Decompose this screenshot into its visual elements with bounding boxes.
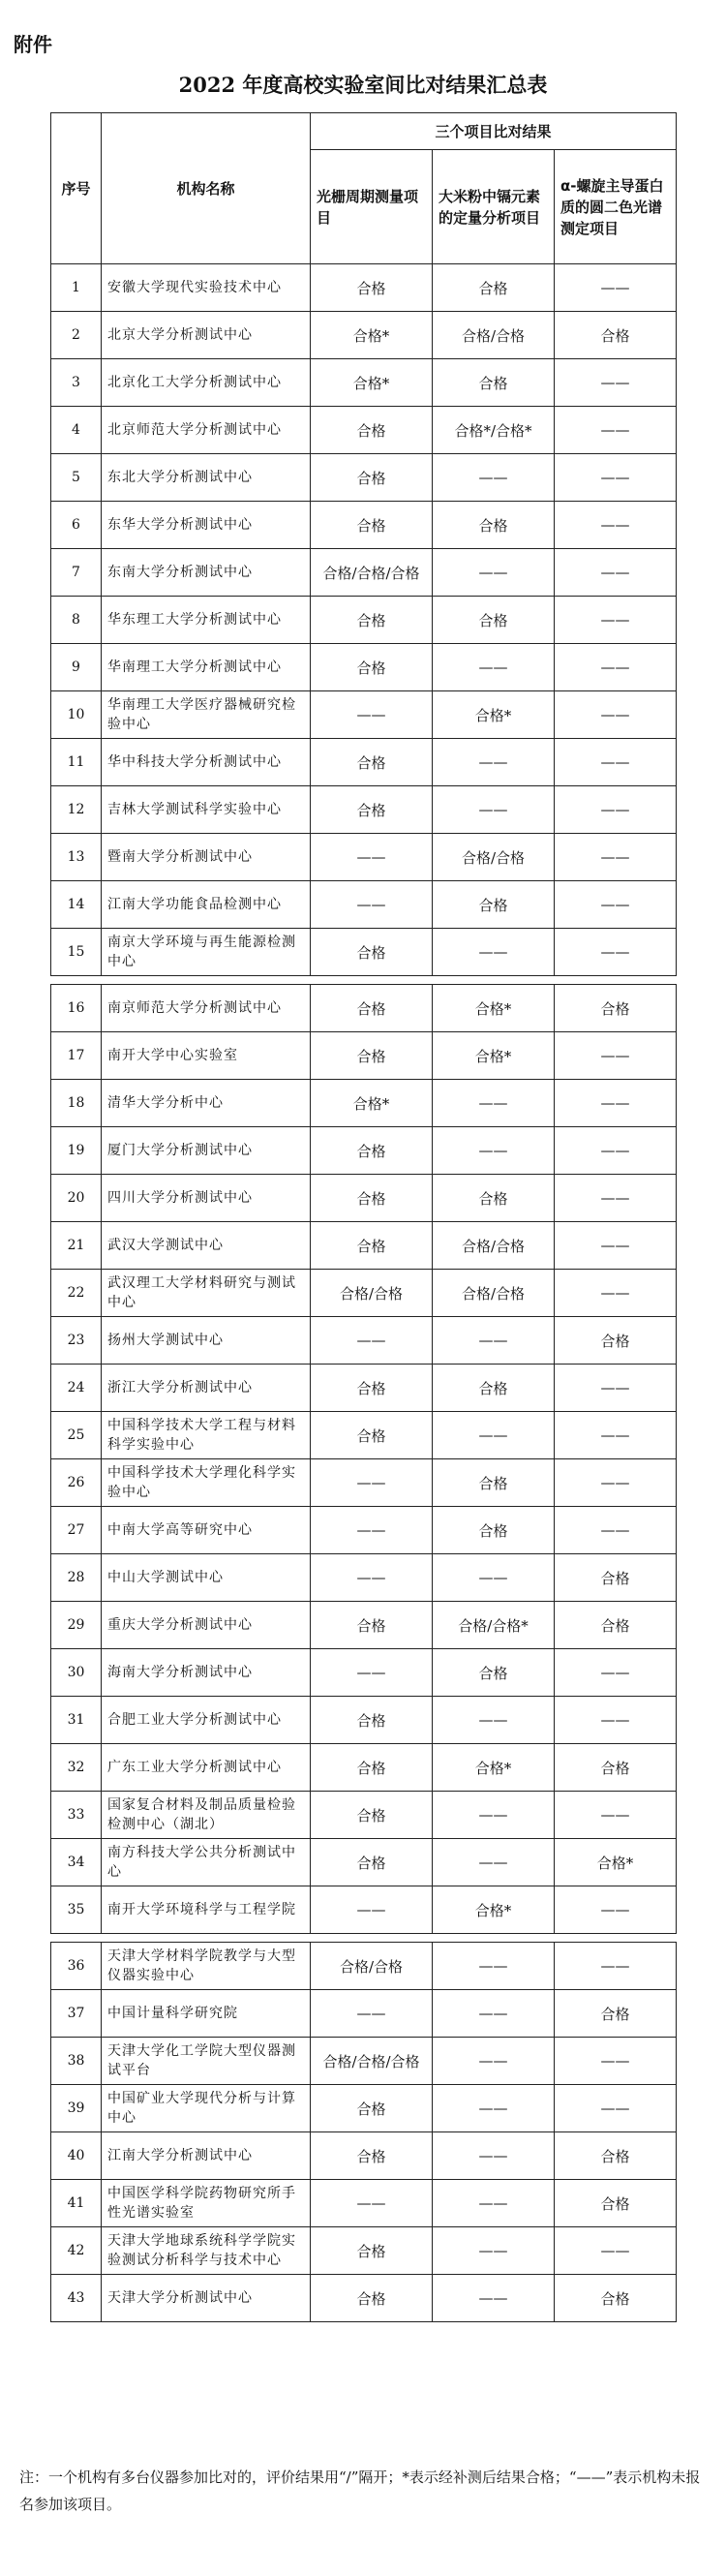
result-cd-spectrum: —— bbox=[555, 1943, 677, 1990]
result-cd-spectrum: —— bbox=[555, 1459, 677, 1507]
result-cd-spectrum: —— bbox=[555, 929, 677, 976]
result-cadmium: 合格/合格 bbox=[433, 1222, 555, 1270]
row-number: 17 bbox=[51, 1032, 102, 1080]
result-grating: 合格 bbox=[311, 929, 433, 976]
table-row bbox=[51, 1412, 677, 1459]
result-cadmium: —— bbox=[433, 1792, 555, 1839]
result-cadmium: 合格 bbox=[433, 1175, 555, 1222]
row-number: 15 bbox=[51, 929, 102, 976]
row-number: 42 bbox=[51, 2227, 102, 2275]
result-grating: 合格 bbox=[311, 1697, 433, 1744]
org-name: 浙江大学分析测试中心 bbox=[102, 1365, 311, 1412]
result-cadmium: 合格* bbox=[433, 1744, 555, 1792]
result-cd-spectrum: —— bbox=[555, 1412, 677, 1459]
result-grating: 合格 bbox=[311, 2227, 433, 2275]
org-name: 华南理工大学分析测试中心 bbox=[102, 644, 311, 691]
result-cadmium: —— bbox=[433, 2227, 555, 2275]
org-name: 中山大学测试中心 bbox=[102, 1554, 311, 1602]
org-name: 中国医学科学院药物研究所手性光谱实验室 bbox=[102, 2180, 311, 2227]
result-cadmium: —— bbox=[433, 739, 555, 786]
org-name: 中国计量科学研究院 bbox=[102, 1990, 311, 2038]
result-cadmium: 合格 bbox=[433, 502, 555, 549]
result-cadmium: 合格/合格 bbox=[433, 834, 555, 881]
org-name: 广东工业大学分析测试中心 bbox=[102, 1744, 311, 1792]
footnote: 注：一个机构有多台仪器参加比对的，评价结果用“/”隔开；*表示经补测后结果合格；“——”表示机构未报名参加该项目。 bbox=[19, 2469, 701, 2513]
result-grating: —— bbox=[311, 1886, 433, 1934]
org-name: 天津大学分析测试中心 bbox=[102, 2275, 311, 2322]
table-row bbox=[51, 264, 677, 312]
result-cadmium: —— bbox=[433, 1697, 555, 1744]
result-cd-spectrum: —— bbox=[555, 1365, 677, 1412]
result-grating: —— bbox=[311, 1990, 433, 2038]
org-name: 暨南大学分析测试中心 bbox=[102, 834, 311, 881]
result-cd-spectrum: —— bbox=[555, 834, 677, 881]
org-name: 南京大学环境与再生能源检测中心 bbox=[102, 929, 311, 976]
result-cd-spectrum: 合格 bbox=[555, 1990, 677, 2038]
org-name: 华南理工大学医疗器械研究检验中心 bbox=[102, 691, 311, 739]
row-number: 21 bbox=[51, 1222, 102, 1270]
result-grating: 合格/合格/合格 bbox=[311, 549, 433, 597]
result-cd-spectrum: —— bbox=[555, 1175, 677, 1222]
table-row bbox=[51, 1792, 677, 1839]
result-cadmium: —— bbox=[433, 644, 555, 691]
row-number: 4 bbox=[51, 407, 102, 454]
result-cadmium: —— bbox=[433, 454, 555, 502]
result-cd-spectrum: —— bbox=[555, 2227, 677, 2275]
table-row bbox=[51, 1744, 677, 1792]
result-cd-spectrum: —— bbox=[555, 1649, 677, 1697]
result-cadmium: 合格/合格* bbox=[433, 1602, 555, 1649]
result-grating: 合格/合格 bbox=[311, 1943, 433, 1990]
table-row bbox=[51, 1649, 677, 1697]
row-number: 37 bbox=[51, 1990, 102, 2038]
org-name: 武汉大学测试中心 bbox=[102, 1222, 311, 1270]
org-name: 四川大学分析测试中心 bbox=[102, 1175, 311, 1222]
result-cadmium: 合格*/合格* bbox=[433, 407, 555, 454]
org-name: 安徽大学现代实验技术中心 bbox=[102, 264, 311, 312]
result-grating: 合格 bbox=[311, 1175, 433, 1222]
org-name: 中国科学技术大学工程与材料科学实验中心 bbox=[102, 1412, 311, 1459]
row-number: 7 bbox=[51, 549, 102, 597]
row-number: 22 bbox=[51, 1270, 102, 1317]
result-cd-spectrum: —— bbox=[555, 549, 677, 597]
table-row bbox=[51, 1032, 677, 1080]
result-cadmium: 合格 bbox=[433, 359, 555, 407]
row-number: 3 bbox=[51, 359, 102, 407]
row-number: 26 bbox=[51, 1459, 102, 1507]
table-row bbox=[51, 454, 677, 502]
table-row bbox=[51, 691, 677, 739]
row-number: 29 bbox=[51, 1602, 102, 1649]
row-number: 24 bbox=[51, 1365, 102, 1412]
org-name: 清华大学分析中心 bbox=[102, 1080, 311, 1127]
result-grating: —— bbox=[311, 1459, 433, 1507]
result-cadmium: —— bbox=[433, 1554, 555, 1602]
result-cd-spectrum: —— bbox=[555, 881, 677, 929]
page-break-spacer bbox=[51, 976, 677, 985]
result-grating: 合格 bbox=[311, 1602, 433, 1649]
result-cd-spectrum: —— bbox=[555, 2038, 677, 2085]
result-cadmium: 合格* bbox=[433, 1886, 555, 1934]
result-grating: 合格 bbox=[311, 454, 433, 502]
result-grating: 合格 bbox=[311, 2275, 433, 2322]
row-number: 10 bbox=[51, 691, 102, 739]
result-grating: 合格 bbox=[311, 264, 433, 312]
result-cadmium: —— bbox=[433, 1412, 555, 1459]
table-row bbox=[51, 2180, 677, 2227]
result-grating: 合格 bbox=[311, 1032, 433, 1080]
result-grating: 合格 bbox=[311, 597, 433, 644]
row-number: 18 bbox=[51, 1080, 102, 1127]
result-cd-spectrum: 合格* bbox=[555, 1839, 677, 1886]
header-org: 机构名称 bbox=[102, 113, 311, 264]
result-grating: —— bbox=[311, 1649, 433, 1697]
result-cadmium: —— bbox=[433, 1317, 555, 1365]
table-row bbox=[51, 1886, 677, 1934]
row-number: 30 bbox=[51, 1649, 102, 1697]
result-cd-spectrum: 合格 bbox=[555, 1554, 677, 1602]
result-grating: 合格 bbox=[311, 407, 433, 454]
result-grating: 合格 bbox=[311, 1744, 433, 1792]
result-cadmium: 合格* bbox=[433, 691, 555, 739]
result-grating: 合格* bbox=[311, 312, 433, 359]
table-row bbox=[51, 985, 677, 1032]
result-cd-spectrum: —— bbox=[555, 1080, 677, 1127]
row-number: 12 bbox=[51, 786, 102, 834]
row-number: 32 bbox=[51, 1744, 102, 1792]
result-cd-spectrum: 合格 bbox=[555, 2132, 677, 2180]
result-cadmium: —— bbox=[433, 786, 555, 834]
header-group: 三个项目比对结果 bbox=[311, 113, 677, 150]
result-grating: 合格/合格/合格 bbox=[311, 2038, 433, 2085]
result-cd-spectrum: —— bbox=[555, 597, 677, 644]
result-grating: 合格 bbox=[311, 1792, 433, 1839]
result-cd-spectrum: —— bbox=[555, 1127, 677, 1175]
table-row bbox=[51, 881, 677, 929]
result-grating: 合格 bbox=[311, 786, 433, 834]
result-cd-spectrum: 合格 bbox=[555, 2180, 677, 2227]
row-number: 1 bbox=[51, 264, 102, 312]
result-cd-spectrum: —— bbox=[555, 2085, 677, 2132]
result-cd-spectrum: 合格 bbox=[555, 1317, 677, 1365]
result-grating: 合格* bbox=[311, 1080, 433, 1127]
row-number: 33 bbox=[51, 1792, 102, 1839]
result-grating: 合格/合格 bbox=[311, 1270, 433, 1317]
table-row bbox=[51, 2275, 677, 2322]
row-number: 38 bbox=[51, 2038, 102, 2085]
org-name: 中南大学高等研究中心 bbox=[102, 1507, 311, 1554]
result-cadmium: —— bbox=[433, 1839, 555, 1886]
row-number: 27 bbox=[51, 1507, 102, 1554]
table-row bbox=[51, 1602, 677, 1649]
table-row bbox=[51, 1459, 677, 1507]
row-number: 25 bbox=[51, 1412, 102, 1459]
row-number: 39 bbox=[51, 2085, 102, 2132]
result-cd-spectrum: —— bbox=[555, 1697, 677, 1744]
result-cadmium: 合格 bbox=[433, 1507, 555, 1554]
result-grating: —— bbox=[311, 881, 433, 929]
org-name: 南开大学环境科学与工程学院 bbox=[102, 1886, 311, 1934]
org-name: 天津大学地球系统科学学院实验测试分析科学与技术中心 bbox=[102, 2227, 311, 2275]
result-grating: 合格 bbox=[311, 1127, 433, 1175]
result-cd-spectrum: —— bbox=[555, 264, 677, 312]
org-name: 北京师范大学分析测试中心 bbox=[102, 407, 311, 454]
result-cd-spectrum: —— bbox=[555, 644, 677, 691]
row-number: 6 bbox=[51, 502, 102, 549]
org-name: 中国矿业大学现代分析与计算中心 bbox=[102, 2085, 311, 2132]
result-cd-spectrum: 合格 bbox=[555, 2275, 677, 2322]
row-number: 40 bbox=[51, 2132, 102, 2180]
row-number: 11 bbox=[51, 739, 102, 786]
result-grating: 合格 bbox=[311, 985, 433, 1032]
result-cadmium: —— bbox=[433, 1080, 555, 1127]
org-name: 华中科技大学分析测试中心 bbox=[102, 739, 311, 786]
result-cd-spectrum: —— bbox=[555, 786, 677, 834]
org-name: 江南大学功能食品检测中心 bbox=[102, 881, 311, 929]
result-cadmium: 合格 bbox=[433, 881, 555, 929]
row-number: 5 bbox=[51, 454, 102, 502]
row-number: 16 bbox=[51, 985, 102, 1032]
table-row bbox=[51, 2038, 677, 2085]
org-name: 海南大学分析测试中心 bbox=[102, 1649, 311, 1697]
row-number: 23 bbox=[51, 1317, 102, 1365]
org-name: 东北大学分析测试中心 bbox=[102, 454, 311, 502]
result-grating: —— bbox=[311, 1554, 433, 1602]
result-cadmium: 合格 bbox=[433, 264, 555, 312]
result-grating: 合格 bbox=[311, 1365, 433, 1412]
result-cadmium: 合格* bbox=[433, 985, 555, 1032]
row-number: 2 bbox=[51, 312, 102, 359]
result-grating: 合格 bbox=[311, 1412, 433, 1459]
result-cadmium: —— bbox=[433, 2275, 555, 2322]
org-name: 南方科技大学公共分析测试中心 bbox=[102, 1839, 311, 1886]
result-cadmium: —— bbox=[433, 2085, 555, 2132]
result-grating: 合格* bbox=[311, 359, 433, 407]
row-number: 14 bbox=[51, 881, 102, 929]
result-grating: —— bbox=[311, 834, 433, 881]
result-cadmium: 合格/合格 bbox=[433, 1270, 555, 1317]
org-name: 重庆大学分析测试中心 bbox=[102, 1602, 311, 1649]
result-grating: —— bbox=[311, 1507, 433, 1554]
page-title: 2022 年度高校实验室间比对结果汇总表 bbox=[178, 73, 548, 97]
result-grating: 合格 bbox=[311, 2085, 433, 2132]
result-cadmium: —— bbox=[433, 1990, 555, 2038]
table-row bbox=[51, 1175, 677, 1222]
header-cadmium: 大米粉中镉元素的定量分析项目 bbox=[433, 150, 555, 264]
result-cadmium: —— bbox=[433, 929, 555, 976]
result-grating: —— bbox=[311, 2180, 433, 2227]
result-cd-spectrum: —— bbox=[555, 1507, 677, 1554]
table-row bbox=[51, 597, 677, 644]
table-row bbox=[51, 312, 677, 359]
result-cd-spectrum: 合格 bbox=[555, 1602, 677, 1649]
header-grating: 光栅周期测量项目 bbox=[311, 150, 433, 264]
result-cd-spectrum: —— bbox=[555, 1792, 677, 1839]
row-number: 8 bbox=[51, 597, 102, 644]
table-row bbox=[51, 1127, 677, 1175]
result-cd-spectrum: —— bbox=[555, 502, 677, 549]
result-cd-spectrum: —— bbox=[555, 1270, 677, 1317]
table-row bbox=[51, 739, 677, 786]
result-cadmium: —— bbox=[433, 2180, 555, 2227]
result-cadmium: 合格 bbox=[433, 1459, 555, 1507]
org-name: 东华大学分析测试中心 bbox=[102, 502, 311, 549]
result-cd-spectrum: —— bbox=[555, 454, 677, 502]
result-cd-spectrum: —— bbox=[555, 407, 677, 454]
table-row bbox=[51, 359, 677, 407]
org-name: 吉林大学测试科学实验中心 bbox=[102, 786, 311, 834]
table-row bbox=[51, 1839, 677, 1886]
table-row bbox=[51, 834, 677, 881]
row-number: 9 bbox=[51, 644, 102, 691]
table-row bbox=[51, 1990, 677, 2038]
result-cd-spectrum: —— bbox=[555, 1886, 677, 1934]
org-name: 江南大学分析测试中心 bbox=[102, 2132, 311, 2180]
header-seq: 序号 bbox=[51, 113, 102, 264]
results-table bbox=[50, 112, 677, 2322]
table-row bbox=[51, 1943, 677, 1990]
result-cadmium: 合格 bbox=[433, 1649, 555, 1697]
result-grating: 合格 bbox=[311, 502, 433, 549]
result-cd-spectrum: —— bbox=[555, 1222, 677, 1270]
result-cadmium: 合格 bbox=[433, 597, 555, 644]
result-cadmium: —— bbox=[433, 2132, 555, 2180]
result-cd-spectrum: —— bbox=[555, 1032, 677, 1080]
row-number: 28 bbox=[51, 1554, 102, 1602]
result-cadmium: —— bbox=[433, 2038, 555, 2085]
org-name: 南开大学中心实验室 bbox=[102, 1032, 311, 1080]
result-cd-spectrum: 合格 bbox=[555, 1744, 677, 1792]
page-break-spacer bbox=[51, 1934, 677, 1943]
table-row bbox=[51, 2132, 677, 2180]
row-number: 19 bbox=[51, 1127, 102, 1175]
table-row bbox=[51, 1507, 677, 1554]
table-row bbox=[51, 1697, 677, 1744]
result-cd-spectrum: —— bbox=[555, 359, 677, 407]
row-number: 36 bbox=[51, 1943, 102, 1990]
result-grating: 合格 bbox=[311, 644, 433, 691]
table-row bbox=[51, 407, 677, 454]
row-number: 35 bbox=[51, 1886, 102, 1934]
table-row bbox=[51, 549, 677, 597]
result-cd-spectrum: —— bbox=[555, 739, 677, 786]
table-row bbox=[51, 786, 677, 834]
result-grating: —— bbox=[311, 1317, 433, 1365]
org-name: 合肥工业大学分析测试中心 bbox=[102, 1697, 311, 1744]
table-row bbox=[51, 1317, 677, 1365]
result-cadmium: —— bbox=[433, 549, 555, 597]
row-number: 34 bbox=[51, 1839, 102, 1886]
table-row bbox=[51, 929, 677, 976]
table-row bbox=[51, 644, 677, 691]
result-cd-spectrum: —— bbox=[555, 691, 677, 739]
result-cadmium: 合格/合格 bbox=[433, 312, 555, 359]
result-cadmium: 合格* bbox=[433, 1032, 555, 1080]
org-name: 北京大学分析测试中心 bbox=[102, 312, 311, 359]
row-number: 41 bbox=[51, 2180, 102, 2227]
org-name: 华东理工大学分析测试中心 bbox=[102, 597, 311, 644]
org-name: 南京师范大学分析测试中心 bbox=[102, 985, 311, 1032]
table-row bbox=[51, 1554, 677, 1602]
org-name: 天津大学材料学院教学与大型仪器实验中心 bbox=[102, 1943, 311, 1990]
row-number: 13 bbox=[51, 834, 102, 881]
result-grating: 合格 bbox=[311, 2132, 433, 2180]
header-cd-spectrum: α-螺旋主导蛋白质的圆二色光谱测定项目 bbox=[555, 150, 677, 264]
org-name: 北京化工大学分析测试中心 bbox=[102, 359, 311, 407]
attachment-label: 附件 bbox=[14, 33, 52, 56]
result-cadmium: —— bbox=[433, 1127, 555, 1175]
result-grating: 合格 bbox=[311, 739, 433, 786]
row-number: 20 bbox=[51, 1175, 102, 1222]
org-name: 国家复合材料及制品质量检验检测中心（湖北） bbox=[102, 1792, 311, 1839]
org-name: 天津大学化工学院大型仪器测试平台 bbox=[102, 2038, 311, 2085]
table-row bbox=[51, 2227, 677, 2275]
table-row bbox=[51, 1365, 677, 1412]
result-grating: 合格 bbox=[311, 1839, 433, 1886]
result-cadmium: —— bbox=[433, 1943, 555, 1990]
result-cadmium: 合格 bbox=[433, 1365, 555, 1412]
result-cd-spectrum: 合格 bbox=[555, 985, 677, 1032]
org-name: 厦门大学分析测试中心 bbox=[102, 1127, 311, 1175]
org-name: 中国科学技术大学理化科学实验中心 bbox=[102, 1459, 311, 1507]
table-row bbox=[51, 502, 677, 549]
result-grating: —— bbox=[311, 691, 433, 739]
org-name: 扬州大学测试中心 bbox=[102, 1317, 311, 1365]
table-row bbox=[51, 2085, 677, 2132]
org-name: 武汉理工大学材料研究与测试中心 bbox=[102, 1270, 311, 1317]
table-row bbox=[51, 1080, 677, 1127]
result-grating: 合格 bbox=[311, 1222, 433, 1270]
org-name: 东南大学分析测试中心 bbox=[102, 549, 311, 597]
result-cd-spectrum: 合格 bbox=[555, 312, 677, 359]
row-number: 43 bbox=[51, 2275, 102, 2322]
table-row bbox=[51, 1270, 677, 1317]
table-row bbox=[51, 1222, 677, 1270]
row-number: 31 bbox=[51, 1697, 102, 1744]
